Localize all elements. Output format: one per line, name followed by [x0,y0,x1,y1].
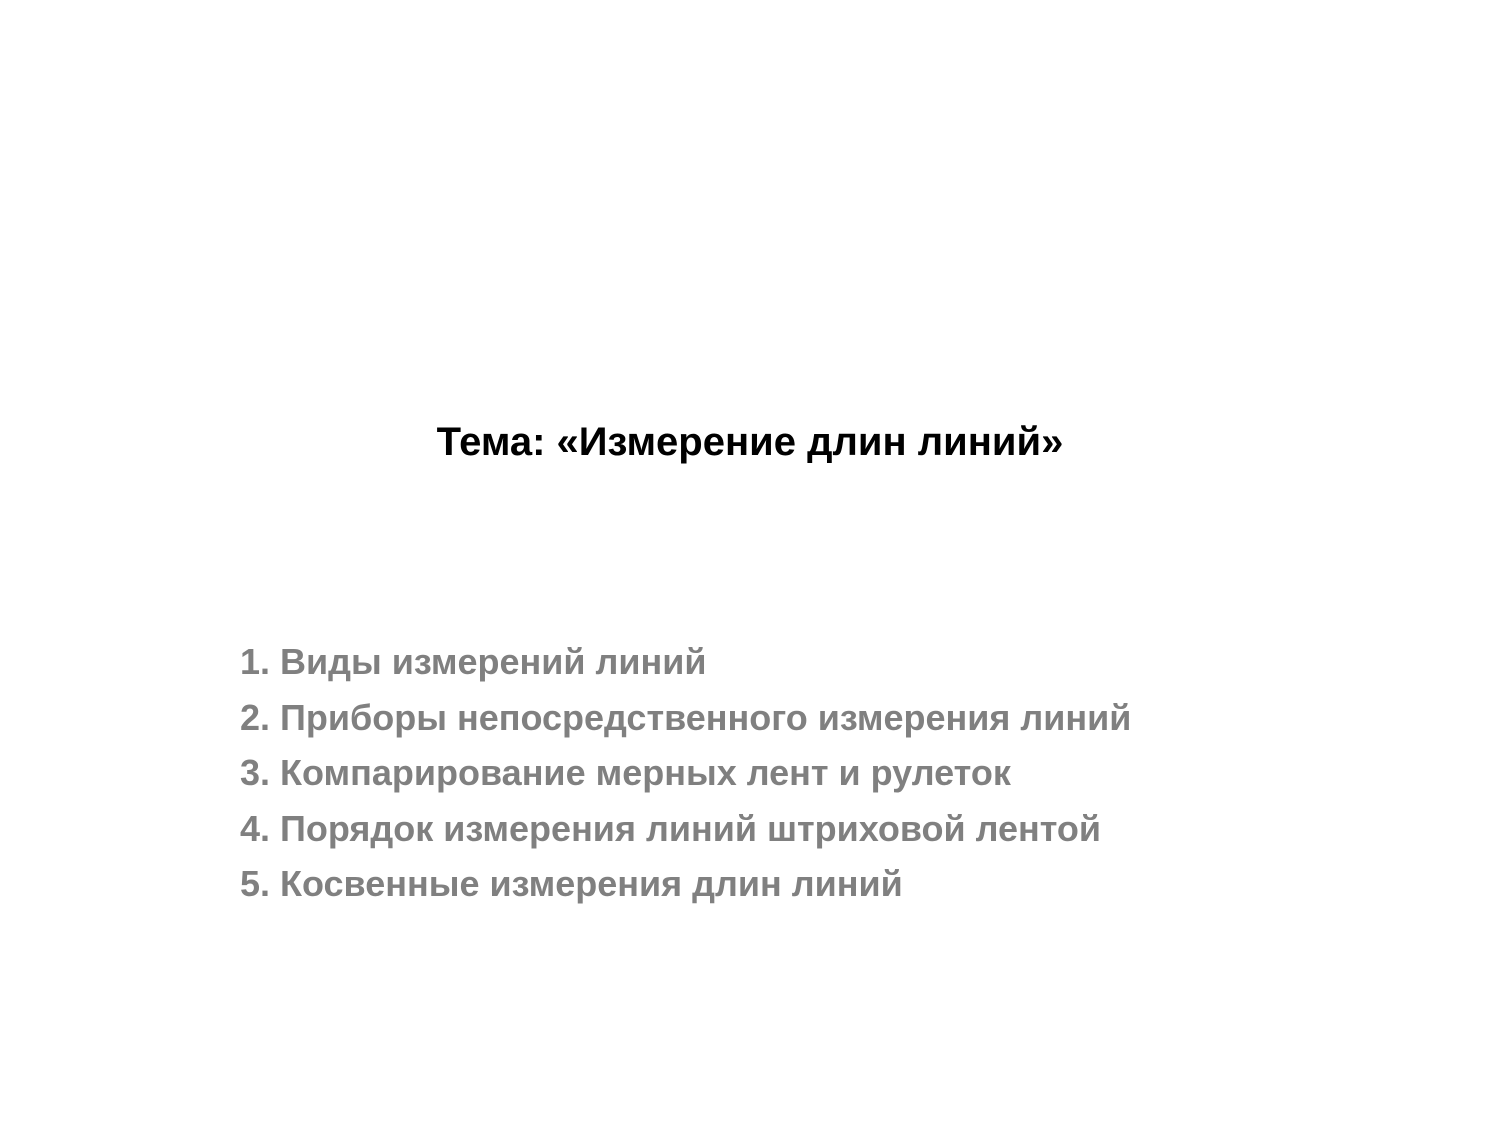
topic-item-2: 2. Приборы непосредственного измерения линий [240,696,1132,738]
slide-title: Тема: «Измерение длин линий» [436,420,1064,464]
topic-list [240,634,1420,912]
topic-item-1: 1. Виды измерений линий [240,641,707,682]
topic-item-4: 4. Порядок измерения линий штриховой лентой [240,807,1102,849]
topic-item-3: 3. Компарирование мерных лент и рулеток [240,752,1011,793]
topic-item-5: 5. Косвенные измерения длин линий [240,863,903,904]
